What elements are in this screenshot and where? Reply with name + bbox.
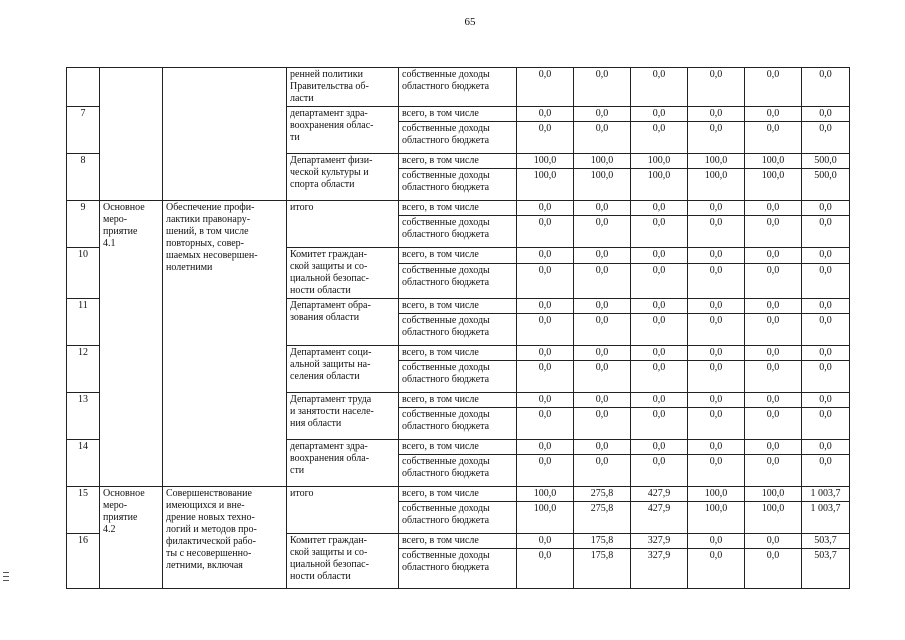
amount-cell: 0,0 <box>688 216 745 248</box>
amount-cell: 0,0 <box>688 107 745 122</box>
amount-cell: 0,0 <box>745 68 802 107</box>
amount-cell: 0,0 <box>802 408 850 440</box>
funding-source-cell: всего, в том числе <box>399 107 517 122</box>
amount-cell: 0,0 <box>631 248 688 264</box>
budget-table <box>66 67 850 589</box>
amount-cell: 0,0 <box>802 216 850 248</box>
measure-name-cell: Обеспечение профи- лактики правонару- шений, в том числе повторных, совер- шаемых несовершен- нолетними <box>163 201 287 487</box>
amount-cell: 0,0 <box>631 122 688 154</box>
amount-cell: 100,0 <box>517 169 574 201</box>
funding-source-cell: всего, в том числе <box>399 487 517 502</box>
funding-source-cell: всего, в том числе <box>399 248 517 264</box>
amount-cell: 0,0 <box>517 549 574 589</box>
amount-cell: 427,9 <box>631 502 688 534</box>
amount-cell: 0,0 <box>631 216 688 248</box>
amount-cell: 0,0 <box>517 346 574 361</box>
amount-cell: 327,9 <box>631 534 688 549</box>
amount-cell: 0,0 <box>574 346 631 361</box>
amount-cell: 175,8 <box>574 534 631 549</box>
amount-cell: 100,0 <box>688 502 745 534</box>
funding-source-cell: собственные доходы областного бюджета <box>399 502 517 534</box>
funding-source-cell: собственные доходы областного бюджета <box>399 216 517 248</box>
amount-cell: 0,0 <box>517 314 574 346</box>
amount-cell: 1 003,7 <box>802 502 850 534</box>
amount-cell: 0,0 <box>802 346 850 361</box>
amount-cell: 0,0 <box>745 107 802 122</box>
amount-cell: 0,0 <box>745 264 802 299</box>
row-number: 15 <box>67 487 100 534</box>
executor-cell: итого <box>287 201 399 248</box>
funding-source-cell: собственные доходы областного бюджета <box>399 408 517 440</box>
amount-cell: 0,0 <box>802 299 850 314</box>
row-number: 10 <box>67 248 100 299</box>
executor-cell: Комитет граждан- ской защиты и со- циальной безопас- ности области <box>287 248 399 299</box>
executor-cell: Комитет граждан- ской защиты и со- циальной безопас- ности области <box>287 534 399 589</box>
funding-source-cell: всего, в том числе <box>399 534 517 549</box>
amount-cell: 0,0 <box>688 314 745 346</box>
amount-cell: 0,0 <box>802 455 850 487</box>
amount-cell: 0,0 <box>688 68 745 107</box>
amount-cell: 100,0 <box>517 487 574 502</box>
amount-cell: 0,0 <box>517 393 574 408</box>
amount-cell: 0,0 <box>631 455 688 487</box>
amount-cell: 0,0 <box>631 314 688 346</box>
funding-source-cell: собственные доходы областного бюджета <box>399 264 517 299</box>
funding-source-cell: всего, в том числе <box>399 299 517 314</box>
funding-source-cell: собственные доходы областного бюджета <box>399 549 517 589</box>
amount-cell: 0,0 <box>574 299 631 314</box>
amount-cell: 0,0 <box>802 361 850 393</box>
amount-cell: 0,0 <box>631 68 688 107</box>
funding-source-cell: всего, в том числе <box>399 440 517 455</box>
amount-cell: 0,0 <box>631 393 688 408</box>
amount-cell: 175,8 <box>574 549 631 589</box>
amount-cell: 0,0 <box>631 440 688 455</box>
amount-cell: 0,0 <box>802 314 850 346</box>
amount-cell: 0,0 <box>517 455 574 487</box>
amount-cell: 0,0 <box>745 299 802 314</box>
measure-type-cell: Основное меро- приятие 4.2 <box>100 487 163 589</box>
amount-cell: 0,0 <box>688 299 745 314</box>
amount-cell: 0,0 <box>802 107 850 122</box>
amount-cell: 0,0 <box>745 122 802 154</box>
funding-source-cell: всего, в том числе <box>399 201 517 216</box>
amount-cell: 0,0 <box>574 216 631 248</box>
amount-cell: 0,0 <box>517 534 574 549</box>
amount-cell: 0,0 <box>631 408 688 440</box>
amount-cell: 100,0 <box>574 154 631 169</box>
measure-name-cell <box>163 68 287 201</box>
amount-cell: 100,0 <box>688 154 745 169</box>
amount-cell: 275,8 <box>574 487 631 502</box>
amount-cell: 0,0 <box>574 107 631 122</box>
funding-source-cell: всего, в том числе <box>399 154 517 169</box>
amount-cell: 0,0 <box>574 408 631 440</box>
amount-cell: 100,0 <box>745 169 802 201</box>
amount-cell: 0,0 <box>631 107 688 122</box>
margin-mark <box>3 580 9 581</box>
executor-cell: Департамент соци- альной защиты на- селения области <box>287 346 399 393</box>
amount-cell: 0,0 <box>688 248 745 264</box>
amount-cell: 0,0 <box>745 549 802 589</box>
amount-cell: 0,0 <box>745 393 802 408</box>
margin-mark <box>3 572 9 573</box>
amount-cell: 0,0 <box>745 248 802 264</box>
funding-source-cell: всего, в том числе <box>399 346 517 361</box>
amount-cell: 0,0 <box>517 264 574 299</box>
amount-cell: 0,0 <box>745 201 802 216</box>
amount-cell: 0,0 <box>802 393 850 408</box>
amount-cell: 0,0 <box>574 122 631 154</box>
amount-cell: 0,0 <box>802 201 850 216</box>
funding-source-cell: всего, в том числе <box>399 393 517 408</box>
table-row <box>67 68 850 107</box>
amount-cell: 0,0 <box>745 534 802 549</box>
amount-cell: 275,8 <box>574 502 631 534</box>
amount-cell: 0,0 <box>688 408 745 440</box>
amount-cell: 0,0 <box>688 549 745 589</box>
amount-cell: 0,0 <box>802 68 850 107</box>
amount-cell: 100,0 <box>631 169 688 201</box>
amount-cell: 0,0 <box>688 346 745 361</box>
amount-cell: 1 003,7 <box>802 487 850 502</box>
row-number: 14 <box>67 440 100 487</box>
amount-cell: 100,0 <box>745 154 802 169</box>
amount-cell: 0,0 <box>517 68 574 107</box>
amount-cell: 0,0 <box>688 201 745 216</box>
amount-cell: 0,0 <box>574 455 631 487</box>
amount-cell: 0,0 <box>631 361 688 393</box>
amount-cell: 0,0 <box>574 440 631 455</box>
amount-cell: 0,0 <box>517 440 574 455</box>
amount-cell: 0,0 <box>517 122 574 154</box>
amount-cell: 0,0 <box>517 361 574 393</box>
amount-cell: 0,0 <box>631 264 688 299</box>
funding-source-cell: собственные доходы областного бюджета <box>399 361 517 393</box>
funding-source-cell: собственные доходы областного бюджета <box>399 122 517 154</box>
measure-type-cell: Основное меро- приятие 4.1 <box>100 201 163 487</box>
table-row <box>67 487 850 502</box>
amount-cell: 0,0 <box>745 361 802 393</box>
amount-cell: 0,0 <box>688 455 745 487</box>
page-number: 65 <box>464 16 476 28</box>
amount-cell: 0,0 <box>688 393 745 408</box>
amount-cell: 0,0 <box>574 201 631 216</box>
amount-cell: 427,9 <box>631 487 688 502</box>
amount-cell: 0,0 <box>574 361 631 393</box>
executor-cell: Департамент труда и занятости населе- ния области <box>287 393 399 440</box>
amount-cell: 0,0 <box>574 314 631 346</box>
executor-cell: Департамент обра- зования области <box>287 299 399 346</box>
funding-source-cell: собственные доходы областного бюджета <box>399 314 517 346</box>
amount-cell: 0,0 <box>802 248 850 264</box>
amount-cell: 0,0 <box>517 299 574 314</box>
row-number: 8 <box>67 154 100 201</box>
amount-cell: 0,0 <box>574 393 631 408</box>
executor-cell: департамент здра- воохранения облас- ти <box>287 107 399 154</box>
amount-cell: 0,0 <box>688 264 745 299</box>
amount-cell: 0,0 <box>688 361 745 393</box>
row-number: 9 <box>67 201 100 248</box>
amount-cell: 0,0 <box>631 299 688 314</box>
executor-cell: департамент здра- воохранения обла- сти <box>287 440 399 487</box>
amount-cell: 0,0 <box>574 248 631 264</box>
amount-cell: 100,0 <box>745 502 802 534</box>
row-number <box>67 68 100 107</box>
amount-cell: 0,0 <box>574 264 631 299</box>
amount-cell: 100,0 <box>745 487 802 502</box>
amount-cell: 0,0 <box>745 455 802 487</box>
amount-cell: 0,0 <box>745 440 802 455</box>
amount-cell: 100,0 <box>517 154 574 169</box>
funding-source-cell: собственные доходы областного бюджета <box>399 169 517 201</box>
amount-cell: 0,0 <box>802 264 850 299</box>
row-number: 16 <box>67 534 100 589</box>
executor-cell: ренней политики Правительства об- ласти <box>287 68 399 107</box>
amount-cell: 0,0 <box>688 440 745 455</box>
amount-cell: 327,9 <box>631 549 688 589</box>
amount-cell: 0,0 <box>745 346 802 361</box>
row-number: 13 <box>67 393 100 440</box>
row-number: 12 <box>67 346 100 393</box>
amount-cell: 503,7 <box>802 549 850 589</box>
amount-cell: 0,0 <box>631 346 688 361</box>
amount-cell: 0,0 <box>688 534 745 549</box>
margin-mark <box>3 576 9 577</box>
row-number: 7 <box>67 107 100 154</box>
amount-cell: 0,0 <box>574 68 631 107</box>
funding-source-cell: собственные доходы областного бюджета <box>399 455 517 487</box>
amount-cell: 0,0 <box>517 216 574 248</box>
table-row <box>67 201 850 216</box>
amount-cell: 100,0 <box>688 169 745 201</box>
amount-cell: 100,0 <box>517 502 574 534</box>
measure-type-cell <box>100 68 163 201</box>
measure-name-cell: Совершенствование имеющихся и вне- дрение новых техно- логий и методов про- филактической рабо- ты с несовершенно- летними, включая <box>163 487 287 589</box>
amount-cell: 500,0 <box>802 169 850 201</box>
amount-cell: 0,0 <box>631 201 688 216</box>
amount-cell: 100,0 <box>688 487 745 502</box>
amount-cell: 0,0 <box>517 408 574 440</box>
amount-cell: 0,0 <box>745 216 802 248</box>
amount-cell: 0,0 <box>745 314 802 346</box>
amount-cell: 0,0 <box>745 408 802 440</box>
amount-cell: 0,0 <box>688 122 745 154</box>
executor-cell: итого <box>287 487 399 534</box>
amount-cell: 0,0 <box>517 201 574 216</box>
amount-cell: 500,0 <box>802 154 850 169</box>
amount-cell: 0,0 <box>517 248 574 264</box>
amount-cell: 100,0 <box>631 154 688 169</box>
table-body <box>67 68 850 589</box>
amount-cell: 503,7 <box>802 534 850 549</box>
row-number: 11 <box>67 299 100 346</box>
amount-cell: 0,0 <box>517 107 574 122</box>
funding-source-cell: собственные доходы областного бюджета <box>399 68 517 107</box>
amount-cell: 0,0 <box>802 440 850 455</box>
amount-cell: 100,0 <box>574 169 631 201</box>
executor-cell: Департамент физи- ческой культуры и спорта области <box>287 154 399 201</box>
amount-cell: 0,0 <box>802 122 850 154</box>
